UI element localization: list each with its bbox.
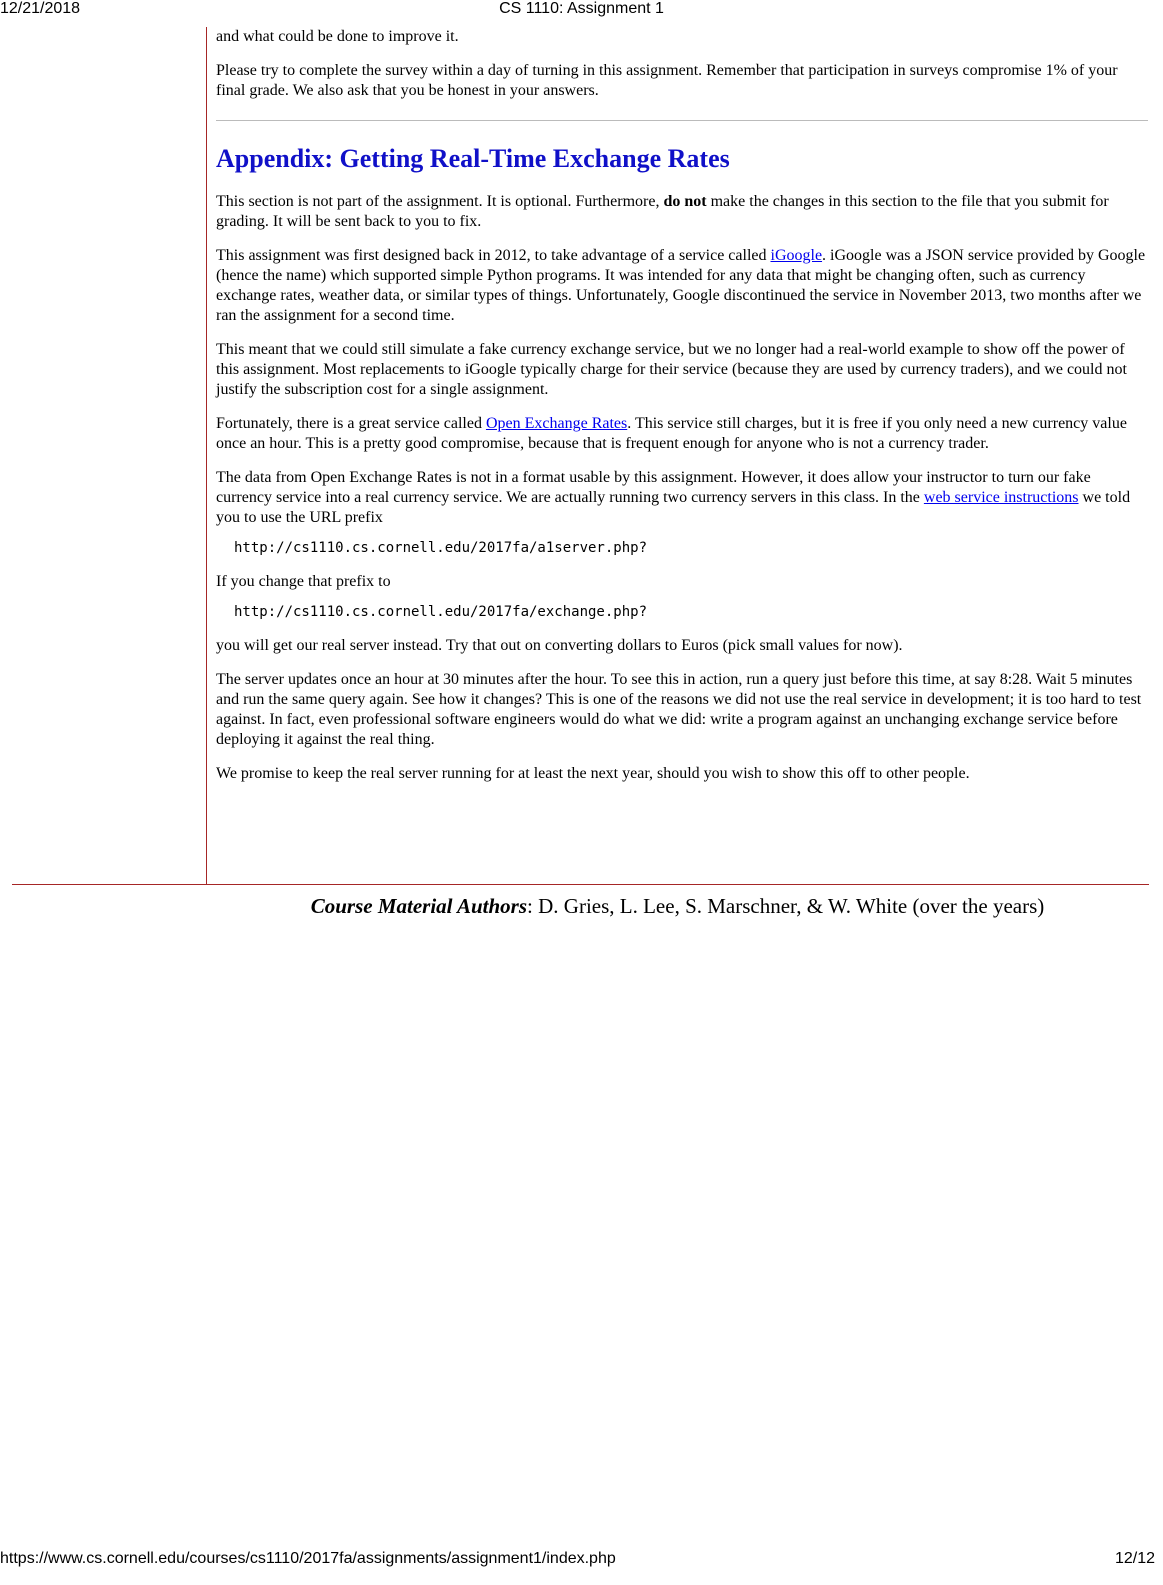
appendix-paragraph-3: This meant that we could still simulate a fake currency exchange service, but we no longer had a real-world example to show off the power of this assignment. Most replacements to iGoogle typically charge for their service (because they are used by currency traders), and we could not justify the subscription cost for a single assignment. [216, 341, 1127, 398]
appendix-paragraph-2 [216, 246, 1148, 326]
print-footer [0, 1550, 1163, 1568]
intro-paragraph-2: Please try to complete the survey within a day of turning in this assignment. Remember that participation in surveys compromise 1% of your final grade. We also ask that you be honest in your answers. [216, 62, 1118, 99]
bold-text: do not [663, 193, 707, 210]
text-span: make the changes in this section to the file that you submit for grading. It will be sent back to you to fix. [216, 193, 1109, 230]
appendix-paragraph-7: you will get our real server instead. Try that out on converting dollars to Euros (pick small values for now). [216, 637, 903, 654]
text-span: This assignment was first designed back in 2012, to take advantage of a service called [216, 247, 771, 264]
course-authors [0, 893, 1163, 919]
appendix-paragraph-5 [216, 468, 1148, 528]
main-content [206, 27, 1156, 885]
footer-divider [12, 884, 1149, 885]
open-exchange-rates-link[interactable]: Open Exchange Rates [485, 415, 628, 432]
web-service-instructions-link[interactable]: web service instructions [923, 489, 1079, 506]
intro-paragraph-1: and what could be done to improve it. [216, 28, 459, 45]
text-span: The data from Open Exchange Rates is not in a format usable by this assignment. However, it does allow your instructor to turn our fake currency service into a real currency service. We are actually running two currency servers in this class. In the [216, 469, 1091, 506]
text-span: This section is not part of the assignment. It is optional. Furthermore, [216, 193, 664, 210]
appendix-paragraph-1 [216, 192, 1148, 232]
appendix-paragraph-6: If you change that prefix to [216, 573, 391, 590]
authors-label: Course Material Authors [310, 894, 528, 918]
authors-text: : D. Gries, L. Lee, S. Marschner, & W. White (over the years) [527, 894, 1045, 918]
appendix-paragraph-4 [216, 414, 1148, 454]
print-url: https://www.cs.cornell.edu/courses/cs1110/2017fa/assignments/assignment1/index.php [0, 1550, 616, 1567]
text-span: . This service still charges, but it is free if you only need a new currency value once an hour. This is a pretty good compromise, because that is frequent enough for anyone who is not a currency trader. [216, 415, 1127, 452]
text-span: we told you to use the URL prefix [216, 489, 1131, 526]
igoogle-link[interactable]: iGoogle [770, 247, 823, 264]
print-title: CS 1110: Assignment 1 [499, 0, 664, 17]
code-url-a1server: http://cs1110.cs.cornell.edu/2017fa/a1server.php? [234, 540, 648, 556]
appendix-paragraph-8: The server updates once an hour at 30 minutes after the hour. To see this in action, run a query just before this time, at say 8:28. Wait 5 minutes and run the same query again. See how it changes? This is one of the reasons we did not use the real service in development; it is too hard to test against. In fact, even professional software engineers would do what we did: write a program against an unchanging exchange service before deploying it against the real thing. [216, 671, 1142, 748]
appendix-heading: Appendix: Getting Real-Time Exchange Rates [216, 144, 730, 173]
section-divider [216, 120, 1148, 121]
print-header [0, 0, 1163, 18]
appendix-paragraph-9: We promise to keep the real server running for at least the next year, should you wish to show this off to other people. [216, 765, 970, 782]
text-span: . iGoogle was a JSON service provided by Google (hence the name) which supported simple Python programs. It was intended for any data that might be changing often, such as currency exchange rates, weather data, or similar types of things. Unfortunately, Google discontinued the service in November 2013, two months after we ran the assignment for a second time. [216, 247, 1146, 324]
print-date: 12/21/2018 [0, 0, 81, 17]
code-url-exchange: http://cs1110.cs.cornell.edu/2017fa/exchange.php? [234, 604, 648, 620]
print-page-number: 12/12 [1114, 1550, 1155, 1567]
text-span: Fortunately, there is a great service called [216, 415, 486, 432]
